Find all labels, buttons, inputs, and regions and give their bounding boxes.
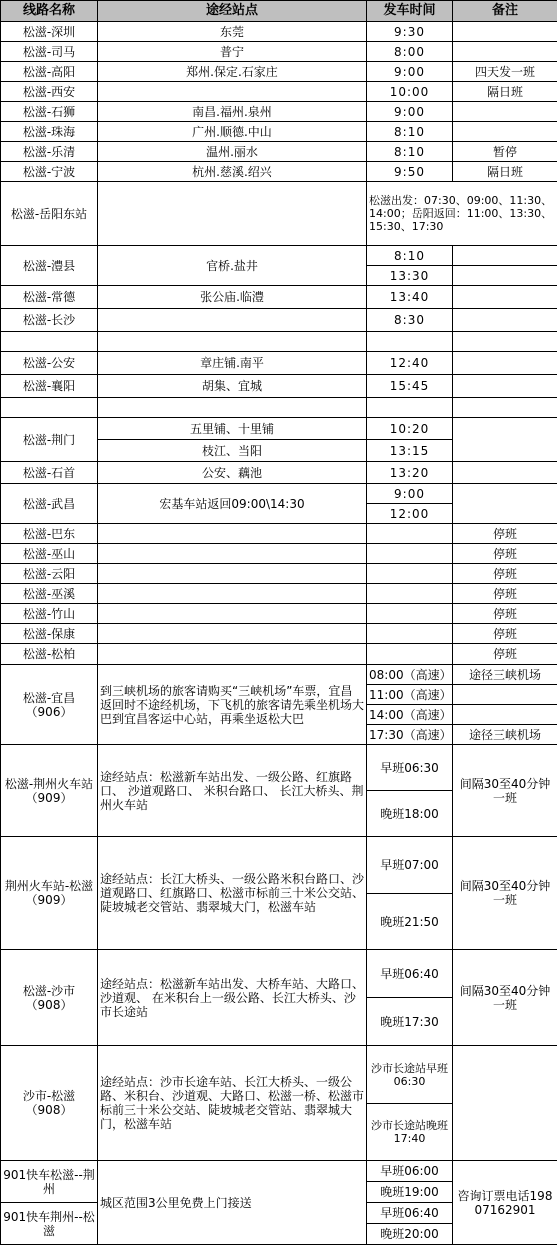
departure-time: 晚班17:30	[367, 998, 453, 1046]
remark	[453, 685, 557, 705]
route-name: 松滋-长沙	[1, 309, 98, 332]
remark: 停班	[453, 644, 557, 665]
departure-time: 9:00	[367, 102, 453, 122]
via-stations	[98, 584, 367, 604]
departure-time	[367, 398, 453, 418]
remark	[453, 462, 557, 484]
table-row	[1, 22, 557, 42]
via-stations	[98, 624, 367, 644]
departure-time: 11:00（高速）	[367, 685, 453, 705]
departure-time: 9:50	[367, 162, 453, 182]
route-name: 松滋-巫溪	[1, 584, 98, 604]
remark: 停班	[453, 544, 557, 564]
remark	[453, 309, 557, 332]
remark: 间隔30至40分钟一班	[453, 950, 557, 1046]
route-name: 松滋-司马	[1, 42, 98, 62]
remark: 停班	[453, 564, 557, 584]
remark	[453, 102, 557, 122]
departure-time	[367, 524, 453, 544]
route-name: 松滋-荆州火车站（909）	[1, 745, 98, 837]
departure-time: 13:15	[367, 440, 453, 462]
via-stations: 章庄铺.南平	[98, 352, 367, 375]
header-note: 备注	[453, 1, 557, 22]
remark	[453, 705, 557, 725]
table-row	[1, 604, 557, 624]
route-name: 松滋-荆门	[1, 418, 98, 462]
route-name: 松滋-松柏	[1, 644, 98, 665]
route-name: 901快车荆州--松滋	[1, 1203, 98, 1245]
table-row	[1, 418, 557, 440]
departure-time: 15:45	[367, 375, 453, 398]
via-stations	[98, 564, 367, 584]
route-name: 松滋-岳阳东站	[1, 182, 98, 246]
departure-time: 8:10	[367, 122, 453, 142]
departure-time: 8:10	[367, 142, 453, 162]
via-stations: 郑州.保定.石家庄	[98, 62, 367, 82]
via-stations: 枝江、当阳	[98, 440, 367, 462]
via-stations: 杭州.慈溪.绍兴	[98, 162, 367, 182]
departure-time	[367, 624, 453, 644]
remark	[453, 484, 557, 524]
header-time: 发车时间	[367, 1, 453, 22]
departure-time: 晚班20:00	[367, 1224, 453, 1245]
departure-time: 9:00	[367, 62, 453, 82]
departure-time: 13:30	[367, 266, 453, 286]
departure-time: 17:30（高速）	[367, 725, 453, 745]
route-name: 901快车松滋--荆州	[1, 1161, 98, 1203]
route-name: 松滋-珠海	[1, 122, 98, 142]
departure-time: 沙市长途站早班06:30	[367, 1046, 453, 1104]
route-name: 松滋-澧县	[1, 246, 98, 286]
departure-time: 10:00	[367, 82, 453, 102]
departure-time: 8:10	[367, 246, 453, 266]
departure-time: 13:20	[367, 462, 453, 484]
route-name: 松滋-深圳	[1, 22, 98, 42]
departure-time: 08:00（高速）	[367, 665, 453, 685]
via-stations: 温州.丽水	[98, 142, 367, 162]
departure-time	[367, 544, 453, 564]
departure-time: 12:00	[367, 504, 453, 524]
remark	[453, 42, 557, 62]
remark: 间隔30至40分钟一班	[453, 745, 557, 837]
departure-time: 9:00	[367, 484, 453, 504]
departure-time: 早班06:40	[367, 1203, 453, 1224]
route-name: 松滋-石狮	[1, 102, 98, 122]
table-row	[1, 462, 557, 484]
departure-time	[367, 564, 453, 584]
table-row	[1, 564, 557, 584]
departure-time: 14:00（高速）	[367, 705, 453, 725]
via-stations	[98, 82, 367, 102]
table-row	[1, 122, 557, 142]
table-row	[1, 584, 557, 604]
route-name: 松滋-宁波	[1, 162, 98, 182]
via-stations: 张公庙.临澧	[98, 286, 367, 309]
remark: 咨询订票电话19807162901	[453, 1161, 557, 1245]
remark: 停班	[453, 584, 557, 604]
table-row	[1, 332, 557, 352]
route-name	[1, 332, 98, 352]
table-row	[1, 950, 557, 998]
via-stations	[98, 524, 367, 544]
table-row	[1, 1046, 557, 1104]
via-stations: 到三峡机场的旅客请购买“三峡机场”车票，宜昌返回时不途经机场，下飞机的旅客请先乘坐机场大巴到宜昌客运中心站，再乘坐返松大巴	[98, 665, 367, 745]
table-row	[1, 1161, 557, 1182]
via-stations	[98, 604, 367, 624]
via-stations: 途经站点：松滋新车站出发、一级公路、红旗路口、 沙道观路口、 米积台路口、 长江大桥头、荆州火车站	[98, 745, 367, 837]
via-stations: 城区范围3公里免费上门接送	[98, 1161, 367, 1245]
route-name: 沙市-松滋 （908）	[1, 1046, 98, 1161]
via-stations	[98, 644, 367, 665]
remark: 途径三峡机场	[453, 725, 557, 745]
table-row	[1, 352, 557, 375]
remark: 间隔30至40分钟一班	[453, 837, 557, 950]
table-row	[1, 182, 557, 246]
table-row	[1, 484, 557, 504]
departure-time: 早班07:00	[367, 837, 453, 894]
departure-time: 8:00	[367, 42, 453, 62]
via-stations: 途经站点：松滋新车站出发、大桥车站、大路口、沙道观、 在米积台上一级公路、长江大桥头、沙市长途站	[98, 950, 367, 1046]
via-stations: 公安、藕池	[98, 462, 367, 484]
table-row	[1, 398, 557, 418]
via-stations	[98, 398, 367, 418]
route-name: 松滋-常德	[1, 286, 98, 309]
remark	[453, 22, 557, 42]
departure-time: 13:40	[367, 286, 453, 309]
departure-time: 早班06:40	[367, 950, 453, 998]
table-row	[1, 665, 557, 685]
departure-time: 松滋出发：07:30、09:00、11:30、14:00；岳阳返回：11:00、13:30、15:30、17:30	[367, 182, 557, 246]
route-name: 松滋-沙市 （908）	[1, 950, 98, 1046]
via-stations	[98, 544, 367, 564]
remark: 隔日班	[453, 162, 557, 182]
table-row	[1, 82, 557, 102]
header-row	[1, 1, 557, 22]
remark	[453, 122, 557, 142]
via-stations: 广州.顺德.中山	[98, 122, 367, 142]
remark: 途径三峡机场	[453, 665, 557, 685]
table-row	[1, 309, 557, 332]
remark: 停班	[453, 604, 557, 624]
departure-time: 晚班18:00	[367, 791, 453, 837]
header-via: 途经站点	[98, 1, 367, 22]
remark	[453, 1046, 557, 1161]
table-row	[1, 837, 557, 894]
route-name: 松滋-巫山	[1, 544, 98, 564]
departure-time	[367, 604, 453, 624]
route-name: 松滋-公安	[1, 352, 98, 375]
table-row	[1, 62, 557, 82]
via-stations: 宏基车站返回09:00\14:30	[98, 484, 367, 524]
table-row	[1, 286, 557, 309]
via-stations	[98, 332, 367, 352]
departure-time	[367, 332, 453, 352]
table-row	[1, 624, 557, 644]
via-stations: 普宁	[98, 42, 367, 62]
route-name: 松滋-乐清	[1, 142, 98, 162]
route-name: 松滋-竹山	[1, 604, 98, 624]
remark	[453, 398, 557, 418]
route-name: 松滋-襄阳	[1, 375, 98, 398]
route-name: 松滋-巴东	[1, 524, 98, 544]
remark	[453, 352, 557, 375]
remark	[453, 266, 557, 286]
table-row	[1, 524, 557, 544]
departure-time: 早班06:30	[367, 745, 453, 791]
table-row	[1, 102, 557, 122]
remark	[453, 246, 557, 266]
header-route: 线路名称	[1, 1, 98, 22]
remark	[453, 332, 557, 352]
remark: 四天发一班	[453, 62, 557, 82]
remark	[453, 418, 557, 462]
departure-time	[367, 584, 453, 604]
table-row	[1, 42, 557, 62]
departure-time: 10:20	[367, 418, 453, 440]
route-name: 松滋-保康	[1, 624, 98, 644]
via-stations: 胡集、宜城	[98, 375, 367, 398]
table-row	[1, 162, 557, 182]
table-row	[1, 375, 557, 398]
departure-time: 晚班19:00	[367, 1182, 453, 1203]
route-name: 松滋-云阳	[1, 564, 98, 584]
table-row	[1, 644, 557, 665]
departure-time: 早班06:00	[367, 1161, 453, 1182]
via-stations: 官桥.盐井	[98, 246, 367, 286]
remark: 停班	[453, 624, 557, 644]
route-name: 松滋-石首	[1, 462, 98, 484]
departure-time: 9:30	[367, 22, 453, 42]
departure-time: 晚班21:50	[367, 894, 453, 950]
departure-time: 8:30	[367, 309, 453, 332]
table-row	[1, 745, 557, 791]
via-stations	[98, 182, 367, 246]
via-stations: 南昌.福州.泉州	[98, 102, 367, 122]
remark	[453, 286, 557, 309]
route-name: 松滋-西安	[1, 82, 98, 102]
table-row	[1, 544, 557, 564]
route-name: 松滋-高阳	[1, 62, 98, 82]
remark: 暂停	[453, 142, 557, 162]
table-row	[1, 142, 557, 162]
via-stations: 五里铺、十里铺	[98, 418, 367, 440]
route-name: 松滋-武昌	[1, 484, 98, 524]
via-stations	[98, 309, 367, 332]
remark	[453, 375, 557, 398]
route-name: 荆州火车站-松滋（909）	[1, 837, 98, 950]
departure-time	[367, 644, 453, 665]
remark: 停班	[453, 524, 557, 544]
departure-time: 沙市长途站晚班17:40	[367, 1104, 453, 1161]
departure-time: 12:40	[367, 352, 453, 375]
route-name	[1, 398, 98, 418]
via-stations: 途经站点：长江大桥头、一级公路米积台路口、沙道观路口、红旗路口、松滋市标前三十米公交站、陡坡城老交管站、翡翠城大门，松滋车站	[98, 837, 367, 950]
via-stations: 东莞	[98, 22, 367, 42]
via-stations: 途经站点：沙市长途车站、长江大桥头、一级公路、米积台、沙道观、大路口、松滋一桥、松滋市标前三十米公交站、陡坡城老交管站、翡翠城大门，松滋车站	[98, 1046, 367, 1161]
remark: 隔日班	[453, 82, 557, 102]
route-name: 松滋-宜昌 （906）	[1, 665, 98, 745]
table-row	[1, 246, 557, 266]
